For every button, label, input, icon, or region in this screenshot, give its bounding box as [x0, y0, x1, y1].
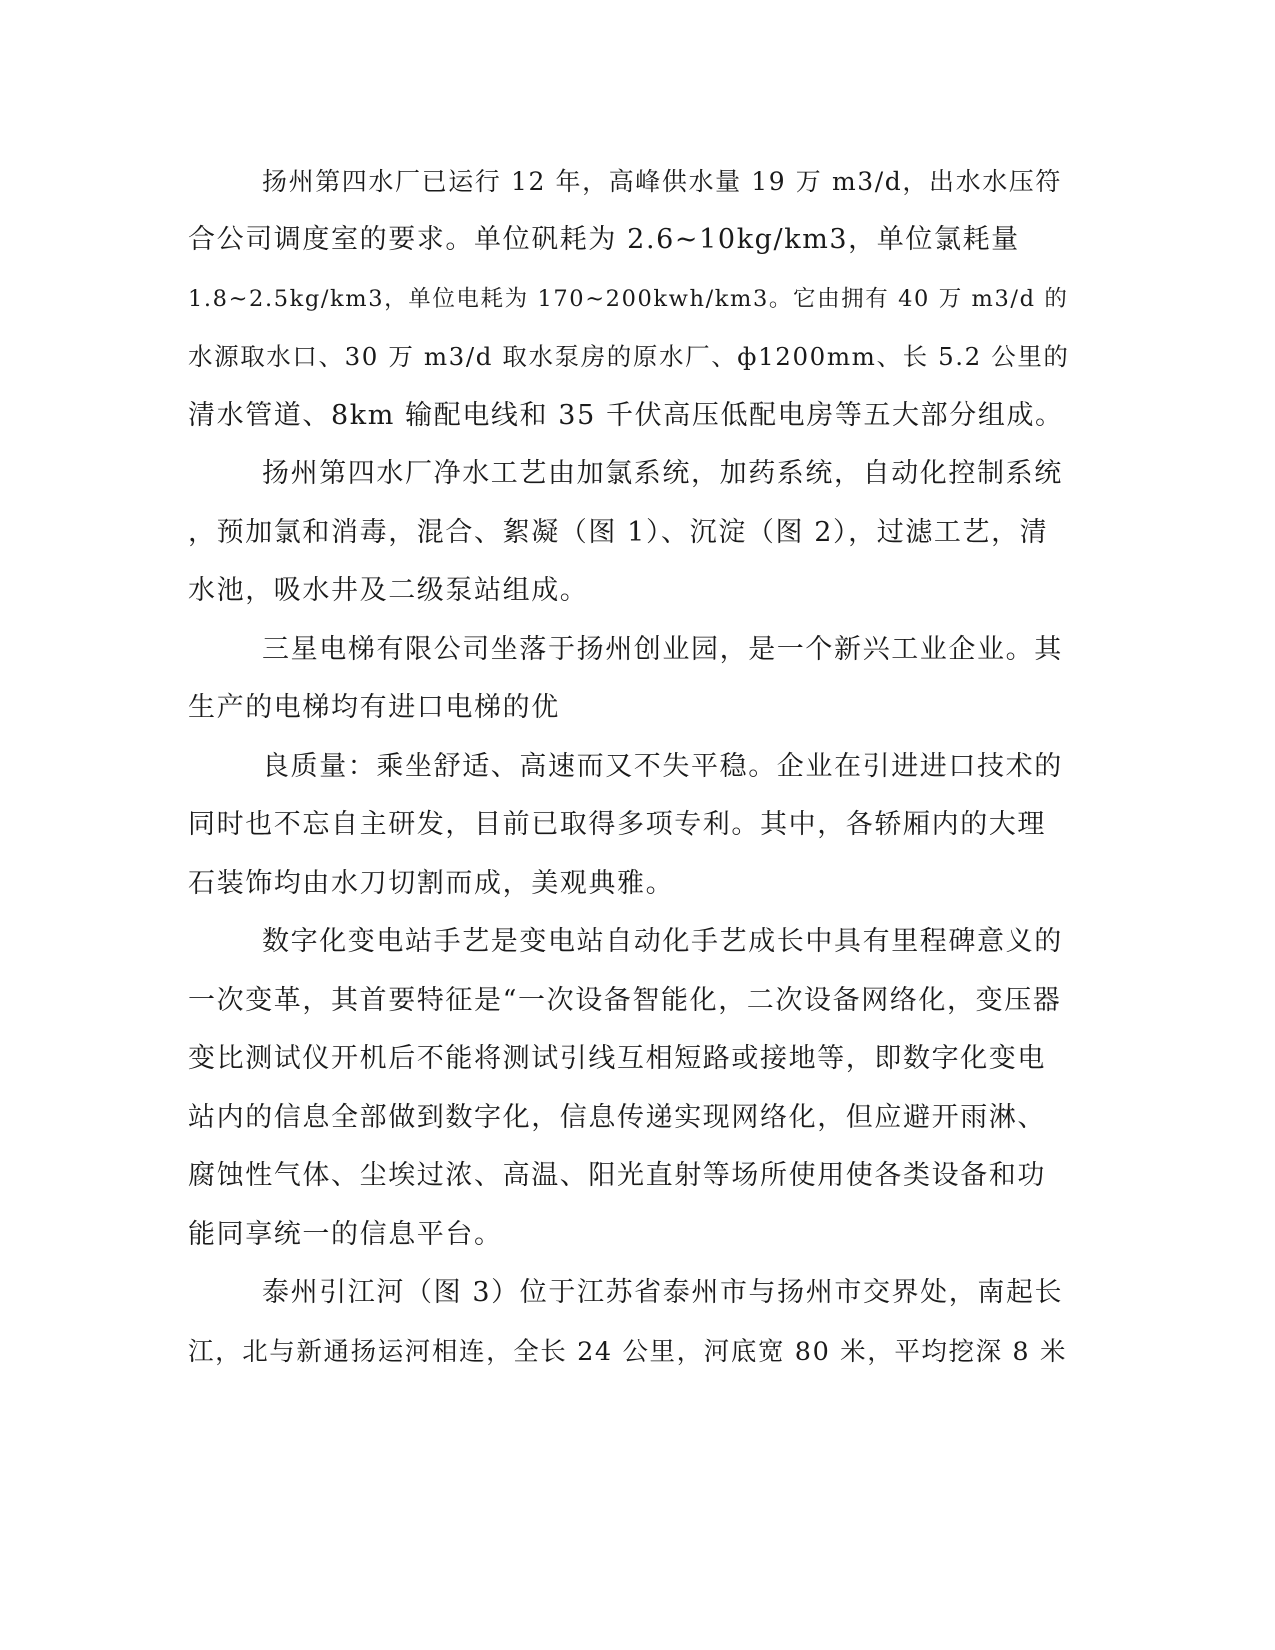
- text-line: 扬州第四水厂已运行 12 年，高峰供水量 19 万 m3/d，出水水压符: [262, 167, 1062, 196]
- text-line: 扬州第四水厂净水工艺由加氯系统，加药系统，自动化控制系统: [262, 458, 1063, 489]
- text-line: 江，北与新通扬运河相连，全长 24 公里，河底宽 80 米，平均挖深 8 米: [188, 1337, 1068, 1367]
- text-line: 良质量：乘坐舒适、高速而又不失平稳。企业在引进进口技术的: [262, 751, 1063, 782]
- text-line: 能同享统一的信息平台。: [188, 1219, 503, 1250]
- text-line: 清水管道、8km 输配电线和 35 千伏高压低配电房等五大部分组成。: [188, 400, 1064, 431]
- text-line: 1.8~2.5kg/km3，单位电耗为 170~200kwh/km3。它由拥有 40 万 m3/d 的: [188, 286, 1069, 312]
- text-line: 三星电梯有限公司坐落于扬州创业园，是一个新兴工业企业。其: [262, 634, 1063, 665]
- text-line: 同时也不忘自主研发，目前已取得多项专利。其中，各轿厢内的大理: [188, 809, 1046, 840]
- text-line: 数字化变电站手艺是变电站自动化手艺成长中具有里程碑意义的: [262, 926, 1063, 957]
- text-line: 一次变革，其首要特征是“一次设备智能化，二次设备网络化，变压器: [188, 985, 1062, 1016]
- text-line: 水池，吸水井及二级泵站组成。: [188, 575, 589, 606]
- text-line: 生产的电梯均有进口电梯的优: [188, 692, 560, 723]
- text-line: 站内的信息全部做到数字化，信息传递实现网络化，但应避开雨淋、: [188, 1102, 1046, 1133]
- text-line: 合公司调度室的要求。单位矾耗为 2.6~10kg/km3，单位氯耗量: [188, 224, 1020, 255]
- text-line: 泰州引江河（图 3）位于江苏省泰州市与扬州市交界处，南起长: [262, 1277, 1064, 1308]
- text-line: 水源取水口、30 万 m3/d 取水泵房的原水厂、ф1200mm、长 5.2 公里的: [188, 342, 1070, 371]
- text-line: 石装饰均由水刀切割而成，美观典雅。: [188, 868, 675, 899]
- text-line: ，预加氯和消毒，混合、絮凝（图 1）、沉淀（图 2），过滤工艺，清: [188, 517, 1049, 548]
- text-line: 变比测试仪开机后不能将测试引线互相短路或接地等，即数字化变电: [188, 1043, 1046, 1074]
- text-line: 腐蚀性气体、尘埃过浓、高温、阳光直射等场所使用使各类设备和功: [188, 1160, 1046, 1191]
